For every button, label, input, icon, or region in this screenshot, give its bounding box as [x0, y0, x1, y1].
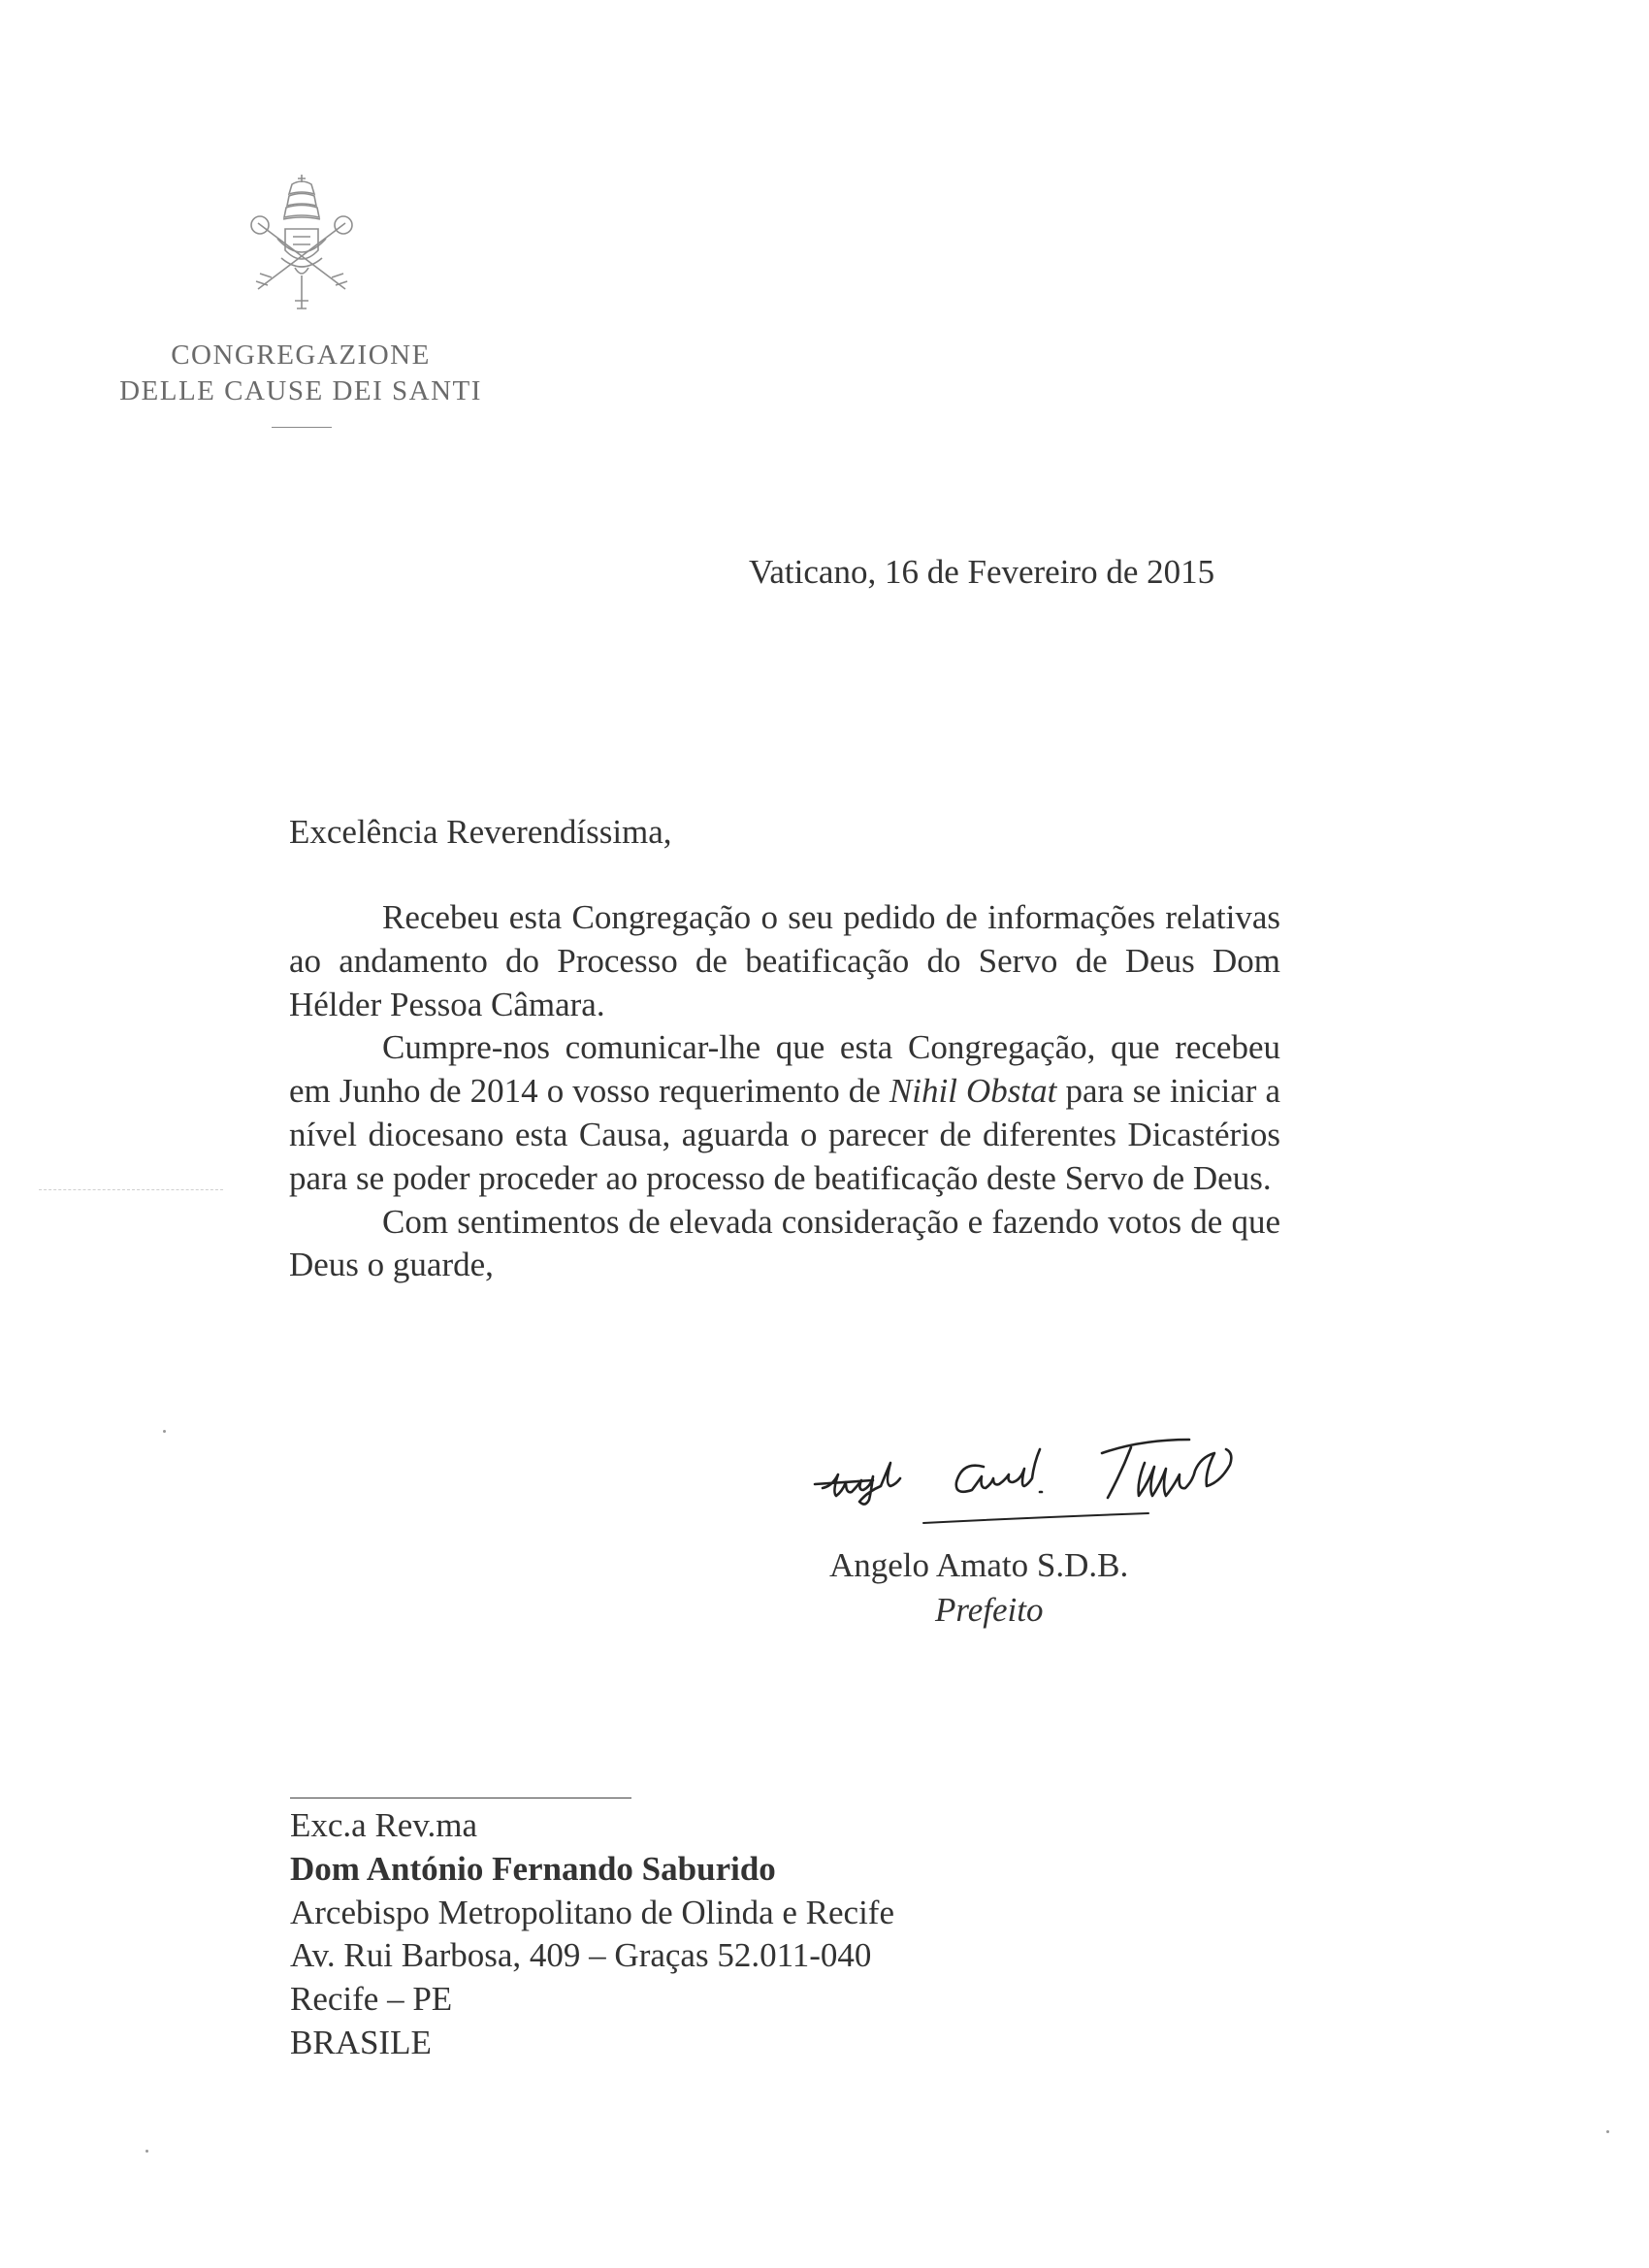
addressee-name: Dom António Fernando Saburido	[290, 1849, 776, 1888]
addressee-city: Recife – PE	[290, 1980, 453, 2019]
scan-artifact-line	[39, 1189, 223, 1190]
date-line: Vaticano, 16 de Fevereiro de 2015	[749, 553, 1215, 591]
letter-body	[289, 896, 1280, 1287]
letterhead-divider	[272, 427, 332, 428]
scan-speck	[163, 1430, 166, 1433]
addressee-role: Arcebispo Metropolitano de Olinda e Recife	[290, 1893, 894, 1931]
handwritten-signature	[811, 1420, 1364, 1546]
addressee-country: BRASILE	[290, 2023, 432, 2061]
body-paragraph-2	[289, 1026, 1280, 1200]
scan-speck	[146, 2150, 148, 2153]
nihil-obstat-term: Nihil Obstat	[889, 1072, 1057, 1111]
addressee-block	[290, 1804, 894, 2065]
body-paragraph-3: Com sentimentos de elevada consideração e fazendo votos de que Deus o guarde,	[289, 1202, 1280, 1284]
org-line-1: CONGREGAZIONE	[171, 340, 431, 371]
p2-text-after: para se iniciar a nível diocesano esta Causa, aguarda o parecer de diferentes Dicastérios para se poder proceder ao processo de beatificação deste Servo de Deus.	[289, 1072, 1281, 1197]
congregation-name	[107, 338, 495, 409]
signer-title: Prefeito	[935, 1591, 1044, 1629]
org-line-2: DELLE CAUSE DEI SANTI	[119, 375, 482, 406]
signer-name: Angelo Amato S.D.B.	[829, 1546, 1129, 1584]
salutation: Excelência Reverendíssima,	[289, 813, 672, 851]
body-paragraph-1: Recebeu esta Congregação o seu pedido de informações relativas ao andamento do Processo de beatificação do Servo de Deus Dom Hélder Pessoa Câmara.	[289, 898, 1280, 1023]
scan-speck	[1606, 2130, 1609, 2133]
papal-coat-of-arms-icon	[239, 171, 365, 318]
addressee-honorific: Exc.a Rev.ma	[290, 1806, 478, 1844]
addressee-street: Av. Rui Barbosa, 409 – Graças 52.011-040	[290, 1936, 872, 1975]
p2-text-before: Cumpre-nos comunicar-lhe que esta Congregação, que recebeu em Junho de 2014 o vosso requerimento de	[289, 1028, 1280, 1111]
